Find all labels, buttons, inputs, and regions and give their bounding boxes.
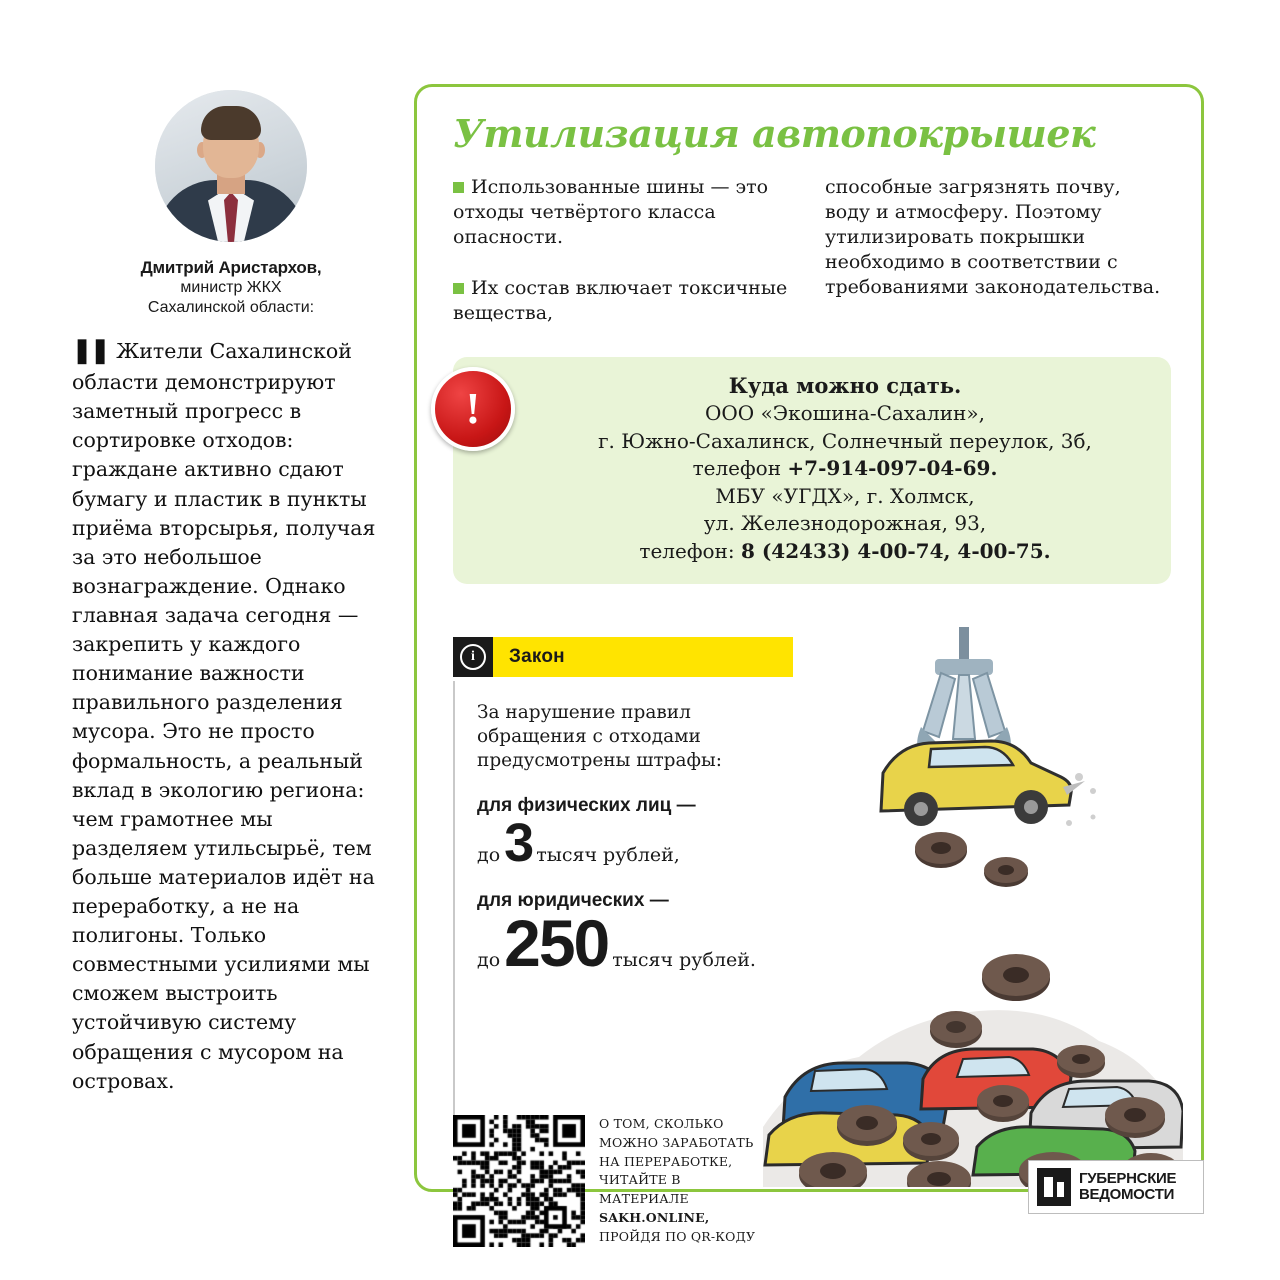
where-line: МБУ «УГДХ», г. Холмск, (715, 483, 975, 508)
person-role-line-2: Сахалинской области: (147, 299, 315, 316)
publisher-logo (1028, 1160, 1204, 1214)
logo-line-1: ГУБЕРНСКИЕ (1079, 1170, 1177, 1188)
phone-label: телефон: (639, 538, 741, 563)
logo-line-2: ВЕДОМОСТИ (1079, 1186, 1175, 1203)
where-phone-row-1 (539, 455, 1151, 483)
where-phone-row-2 (539, 538, 1151, 566)
square-bullet-icon (453, 182, 464, 193)
qr-caption (599, 1115, 769, 1246)
quote-text: Жители Сахалинской области демонстрируют заметный прогресс в сортировке отходов: граждане активно сдают бумагу и пластик в пункты приёма вторсырья, получая за это небольшое вознаграждение. Однако главная задача сегодня — закрепить у каждого понимание важности правильного разделения мусора. Это не просто формальность, а реальный вклад в экологию региона: чем грамотнее мы разделяем утильсырьё, тем больше материалов идёт на переработку, а не на полигоны. Только совместными усилиями мы сможем выстроить устойчивую систему обращения с мусором на островах. (72, 339, 376, 1093)
bullet-column-left (453, 175, 799, 352)
qr-caption-line: НА ПЕРЕРАБОТКЕ, (599, 1153, 733, 1169)
quote-column (72, 90, 390, 1096)
where-line: ООО «Экошина-Сахалин», (705, 401, 985, 425)
person-role-line-1: министр ЖКХ (180, 279, 282, 296)
person-name: Дмитрий Аристархов, (140, 258, 322, 277)
list-item (453, 175, 799, 250)
qr-caption-line: МОЖНО ЗАРАБОТАТЬ (599, 1134, 754, 1150)
page-title: Утилизация автопокрышек (453, 111, 1096, 156)
phone-number[interactable]: +7-914-097-04-69. (787, 456, 998, 481)
qr-code-icon[interactable] (453, 1115, 585, 1247)
fine-amount: 250 (504, 905, 609, 980)
fine-prefix: до (477, 844, 501, 867)
avatar (155, 90, 307, 242)
logo-words (1079, 1171, 1176, 1203)
lifted-car-icon (881, 741, 1096, 826)
exclamation-icon: ! (431, 367, 515, 451)
law-body (453, 681, 763, 1151)
fine-label-legal-entities: для юридических — (477, 889, 669, 911)
fine-row-individuals (477, 813, 763, 874)
fine-suffix: тысяч рублей, (536, 844, 680, 867)
quote-text-block (72, 334, 390, 1096)
portrait-wrapper (72, 90, 390, 242)
qr-caption-source: SAKH.ONLINE, (599, 1209, 710, 1225)
law-intro-text: За нарушение правил обращения с отходами предусмотрены штрафы: (477, 702, 722, 772)
scrap-yard-illustration (763, 627, 1183, 1187)
qr-caption-line: ЧИТАЙТЕ В МАТЕРИАЛЕ (599, 1172, 689, 1206)
quote-mark-icon: ❚❚ (72, 337, 109, 364)
qr-block (453, 1115, 769, 1247)
fine-row-legal-entities (477, 905, 763, 980)
fine-suffix: тысяч рублей. (612, 948, 756, 971)
bullet-continuation-text: способные загрязнять почву, воду и атмосферу. Поэтому утилизировать покрышки необходимо в соответствии с требованиями законодательства. (825, 176, 1161, 299)
law-header-label: Закон (509, 646, 565, 667)
bullet-list (453, 175, 1171, 352)
where-line: г. Южно-Сахалинск, Солнечный переулок, 3б, (598, 428, 1092, 453)
bullet-column-right (825, 175, 1171, 352)
logo-mark-icon (1037, 1168, 1071, 1206)
fine-label-individuals: для физических лиц — (477, 795, 696, 817)
phone-number[interactable]: 8 (42433) 4-00-74, 4-00-75. (740, 538, 1051, 563)
list-item (453, 276, 799, 326)
qr-caption-line: ПРОЙДЯ ПО QR-КОДУ (599, 1228, 756, 1244)
info-icon (453, 637, 493, 677)
where-title: Куда можно сдать. (728, 373, 962, 398)
law-header (453, 637, 793, 677)
square-bullet-icon (453, 283, 464, 294)
bullet-text: Использованные шины — это отходы четвёртого класса опасности. (453, 176, 769, 249)
phone-label: телефон (692, 456, 788, 481)
qr-caption-line: О ТОМ, СКОЛЬКО (599, 1116, 724, 1131)
info-icon-letter: i (460, 644, 486, 670)
fine-prefix: до (477, 948, 501, 971)
bullet-text: Их состав включает токсичные вещества, (453, 277, 788, 325)
where-line: ул. Железнодорожная, 93, (703, 511, 987, 536)
fine-amount: 3 (504, 813, 533, 874)
where-to-dispose-box (453, 357, 1171, 584)
